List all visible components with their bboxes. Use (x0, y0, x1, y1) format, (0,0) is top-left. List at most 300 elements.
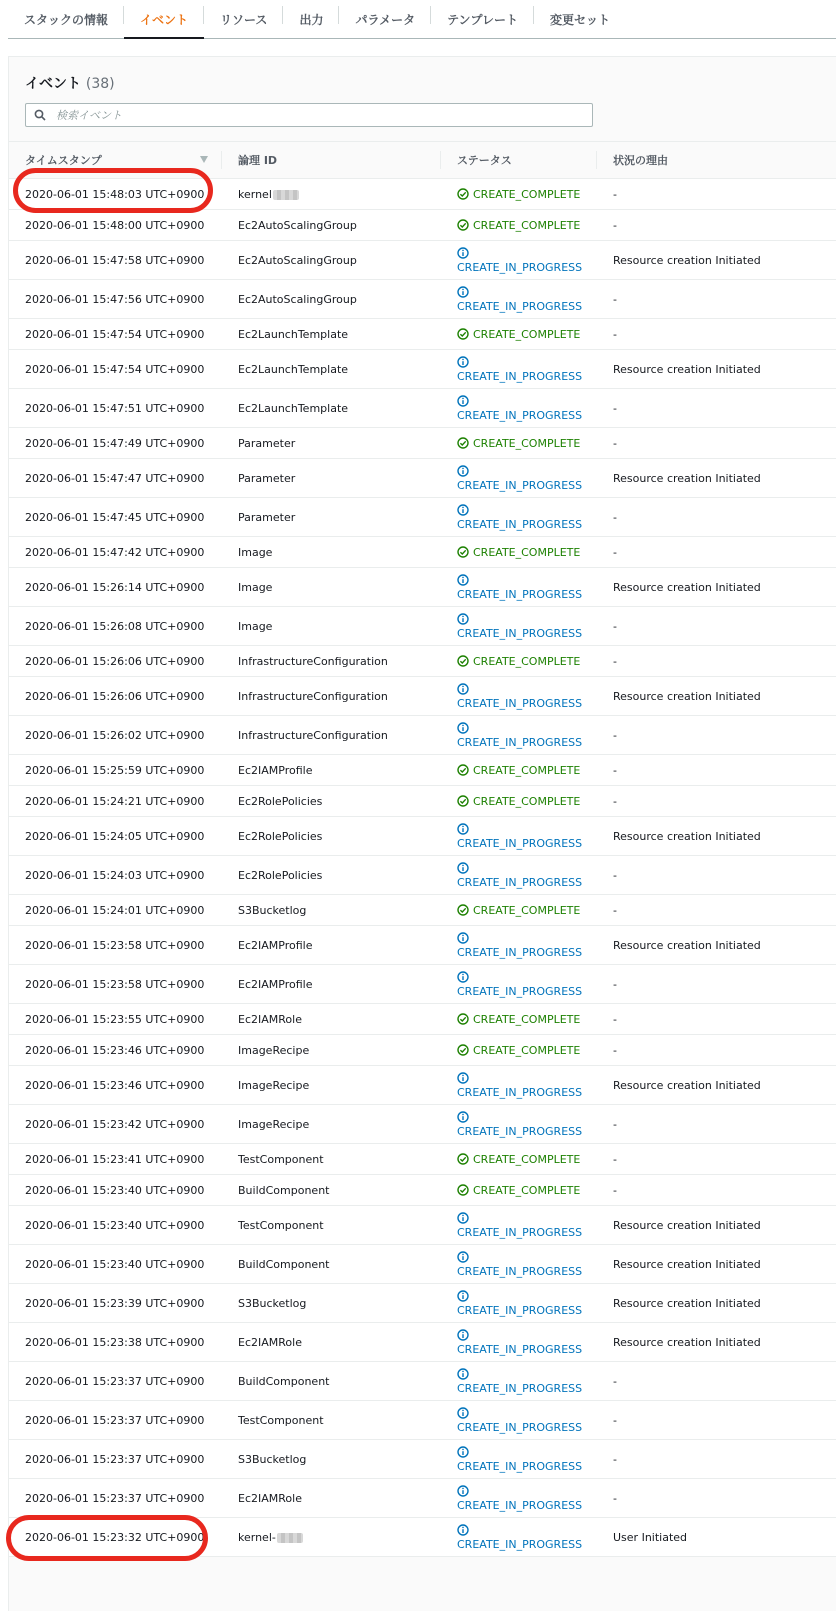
table-row (9, 1440, 836, 1479)
check-circle-icon (457, 546, 469, 558)
table-row (9, 716, 836, 755)
table-row (9, 1323, 836, 1362)
table-row (9, 965, 836, 1004)
logical-id-cell (222, 402, 441, 415)
logical-id-text: TestComponent (238, 1152, 324, 1166)
status-cell (457, 971, 597, 998)
status-text: CREATE_COMPLETE (473, 1152, 581, 1166)
info-circle-icon (457, 1446, 469, 1458)
reason-cell: - (613, 327, 617, 341)
timestamp-cell: 2020-06-01 15:48:00 UTC+0900 (25, 218, 205, 232)
search-input[interactable] (54, 108, 558, 123)
logical-id-text: Parameter (238, 436, 296, 450)
reason-cell: - (613, 292, 617, 306)
status-text: CREATE_IN_PROGRESS (457, 836, 583, 850)
status-column-cell (441, 219, 597, 232)
timestamp-cell: 2020-06-01 15:26:02 UTC+0900 (25, 728, 205, 742)
logical-id-text: Ec2RolePolicies (238, 794, 323, 808)
timestamp-cell: 2020-06-01 15:23:40 UTC+0900 (25, 1183, 205, 1197)
status-text: CREATE_IN_PROGRESS (457, 875, 583, 889)
timestamp-cell: 2020-06-01 15:26:08 UTC+0900 (25, 619, 205, 633)
logical-id-cell (222, 511, 441, 524)
table-row (9, 389, 836, 428)
logical-id-text: Ec2RolePolicies (238, 868, 323, 882)
status-column-cell (441, 504, 597, 531)
status-column-cell (441, 395, 597, 422)
status-text: CREATE_IN_PROGRESS (457, 984, 583, 998)
reason-cell: - (613, 1413, 617, 1427)
info-circle-icon (457, 1407, 469, 1419)
status-text: CREATE_IN_PROGRESS (457, 1342, 583, 1356)
table-row (9, 926, 836, 965)
reason-cell: Resource creation Initiated (613, 829, 761, 843)
tab-label: パラメータ (355, 12, 416, 27)
table-row (9, 280, 836, 319)
info-circle-icon (457, 247, 469, 259)
table-body (9, 179, 836, 1557)
logical-id-text: S3Bucketlog (238, 1296, 307, 1310)
reason-cell: - (613, 401, 617, 415)
timestamp-cell: 2020-06-01 15:23:38 UTC+0900 (25, 1335, 205, 1349)
logical-id-cell (222, 581, 441, 594)
logical-id-cell (222, 1118, 441, 1131)
reason-cell: - (613, 545, 617, 559)
status-cell (457, 465, 597, 492)
status-text: CREATE_IN_PROGRESS (457, 1303, 583, 1317)
logical-id-cell (222, 188, 441, 201)
event-count: (38) (85, 76, 115, 92)
status-column-cell (441, 1013, 597, 1026)
timestamp-cell: 2020-06-01 15:47:47 UTC+0900 (25, 471, 205, 485)
column-header-label: タイムスタンプ (25, 154, 102, 167)
check-circle-icon (457, 795, 469, 807)
info-circle-icon (457, 356, 469, 368)
status-column-cell (441, 1184, 597, 1197)
tab-2[interactable] (204, 0, 283, 38)
status-column-cell (441, 1153, 597, 1166)
status-cell (457, 1290, 597, 1317)
logical-id-text: Ec2AutoScalingGroup (238, 253, 357, 267)
sort-down-icon[interactable] (200, 156, 208, 163)
redacted-mask (277, 1533, 303, 1543)
check-circle-icon (457, 1044, 469, 1056)
status-cell (457, 1251, 597, 1278)
logical-id-text: BuildComponent (238, 1257, 330, 1271)
status-column-cell (441, 795, 597, 808)
info-circle-icon (457, 971, 469, 983)
status-cell (457, 1013, 597, 1026)
logical-id-cell (222, 328, 441, 341)
logical-id-text: Image (238, 580, 273, 594)
timestamp-cell: 2020-06-01 15:23:42 UTC+0900 (25, 1117, 205, 1131)
status-text: CREATE_IN_PROGRESS (457, 945, 583, 959)
logical-id-cell (222, 978, 441, 991)
status-text: CREATE_IN_PROGRESS (457, 1225, 583, 1239)
logical-id-text: Ec2IAMProfile (238, 977, 313, 991)
reason-cell: - (613, 728, 617, 742)
check-circle-icon (457, 219, 469, 231)
status-text: CREATE_COMPLETE (473, 218, 581, 232)
status-column-cell (441, 1407, 597, 1434)
table-row (9, 428, 836, 459)
table-row (9, 1245, 836, 1284)
info-circle-icon (457, 823, 469, 835)
reason-cell: - (613, 1452, 617, 1466)
reason-cell: - (613, 903, 617, 917)
logical-id-cell (222, 795, 441, 808)
logical-id-cell (222, 904, 441, 917)
timestamp-cell: 2020-06-01 15:47:51 UTC+0900 (25, 401, 205, 415)
status-column-cell (441, 1072, 597, 1099)
logical-id-text: Ec2IAMRole (238, 1335, 302, 1349)
status-column-cell (441, 1329, 597, 1356)
status-cell (457, 1329, 597, 1356)
timestamp-cell: 2020-06-01 15:47:54 UTC+0900 (25, 327, 205, 341)
timestamp-cell: 2020-06-01 15:47:58 UTC+0900 (25, 253, 205, 267)
status-cell (457, 764, 597, 777)
info-circle-icon (457, 1212, 469, 1224)
reason-cell: - (613, 794, 617, 808)
timestamp-cell: 2020-06-01 15:23:41 UTC+0900 (25, 1152, 205, 1166)
check-circle-icon (457, 1013, 469, 1025)
logical-id-text: kernel- (238, 1530, 276, 1544)
status-text: CREATE_COMPLETE (473, 436, 581, 450)
status-cell (457, 1368, 597, 1395)
reason-cell: - (613, 977, 617, 991)
status-column-cell (441, 328, 597, 341)
status-text: CREATE_IN_PROGRESS (457, 1381, 583, 1395)
status-text: CREATE_IN_PROGRESS (457, 626, 583, 640)
timestamp-cell: 2020-06-01 15:23:39 UTC+0900 (25, 1296, 205, 1310)
logical-id-cell (222, 690, 441, 703)
reason-cell: - (613, 1152, 617, 1166)
logical-id-text: kernel (238, 187, 272, 201)
reason-cell: - (613, 1117, 617, 1131)
info-circle-icon (457, 1072, 469, 1084)
status-cell (457, 1524, 597, 1551)
table-row (9, 1105, 836, 1144)
logical-id-text: Ec2IAMProfile (238, 938, 313, 952)
status-cell (457, 504, 597, 531)
status-cell (457, 722, 597, 749)
column-header-reason[interactable] (597, 142, 836, 178)
logical-id-cell (222, 764, 441, 777)
status-column-cell (441, 1485, 597, 1512)
search-box[interactable] (25, 103, 593, 127)
reason-cell: Resource creation Initiated (613, 938, 761, 952)
info-circle-icon (457, 613, 469, 625)
info-circle-icon (457, 1111, 469, 1123)
info-circle-icon (457, 465, 469, 477)
logical-id-text: Ec2IAMProfile (238, 763, 313, 777)
logical-id-text: ImageRecipe (238, 1078, 310, 1092)
status-column-cell (441, 862, 597, 889)
info-circle-icon (457, 1368, 469, 1380)
logical-id-cell (222, 620, 441, 633)
logical-id-cell (222, 1375, 441, 1388)
table-row (9, 568, 836, 607)
timestamp-cell: 2020-06-01 15:26:14 UTC+0900 (25, 580, 205, 594)
status-cell (457, 823, 597, 850)
timestamp-cell: 2020-06-01 15:24:05 UTC+0900 (25, 829, 205, 843)
tab-5[interactable] (431, 0, 534, 38)
check-circle-icon (457, 328, 469, 340)
table-row (9, 459, 836, 498)
status-column-cell (441, 1524, 597, 1551)
status-cell (457, 437, 597, 450)
table-row (9, 210, 836, 241)
table-row (9, 537, 836, 568)
logical-id-text: Ec2IAMRole (238, 1012, 302, 1026)
logical-id-cell (222, 830, 441, 843)
status-cell (457, 188, 597, 201)
table-row (9, 1004, 836, 1035)
logical-id-cell (222, 1414, 441, 1427)
logical-id-text: Image (238, 619, 273, 633)
table-row (9, 241, 836, 280)
reason-cell: Resource creation Initiated (613, 1257, 761, 1271)
logical-id-cell (222, 1079, 441, 1092)
status-column-cell (441, 1290, 597, 1317)
table-row (9, 1401, 836, 1440)
status-cell (457, 1212, 597, 1239)
page-title (25, 73, 115, 93)
timestamp-cell: 2020-06-01 15:23:46 UTC+0900 (25, 1078, 205, 1092)
logical-id-text: Ec2RolePolicies (238, 829, 323, 843)
status-text: CREATE_IN_PROGRESS (457, 696, 583, 710)
info-circle-icon (457, 286, 469, 298)
status-cell (457, 613, 597, 640)
status-text: CREATE_IN_PROGRESS (457, 478, 583, 492)
info-circle-icon (457, 1524, 469, 1536)
timestamp-cell: 2020-06-01 15:23:37 UTC+0900 (25, 1374, 205, 1388)
logical-id-text: Ec2AutoScalingGroup (238, 218, 357, 232)
status-column-cell (441, 356, 597, 383)
status-text: CREATE_COMPLETE (473, 654, 581, 668)
highlight-circle-bottom (6, 1515, 208, 1561)
logical-id-cell (222, 1044, 441, 1057)
timestamp-cell: 2020-06-01 15:47:42 UTC+0900 (25, 545, 205, 559)
status-text: CREATE_COMPLETE (473, 903, 581, 917)
status-column-cell (441, 247, 597, 274)
column-header-logical-id[interactable] (222, 142, 441, 178)
reason-cell: - (613, 654, 617, 668)
logical-id-text: TestComponent (238, 1218, 324, 1232)
status-cell (457, 862, 597, 889)
timestamp-cell: 2020-06-01 15:25:59 UTC+0900 (25, 763, 205, 777)
reason-cell: - (613, 1183, 617, 1197)
logical-id-cell (222, 729, 441, 742)
reason-cell: Resource creation Initiated (613, 689, 761, 703)
status-text: CREATE_IN_PROGRESS (457, 1459, 583, 1473)
logical-id-text: Ec2LaunchTemplate (238, 362, 349, 376)
info-circle-icon (457, 1485, 469, 1497)
logical-id-text: Ec2LaunchTemplate (238, 401, 349, 415)
timestamp-cell: 2020-06-01 15:47:49 UTC+0900 (25, 436, 205, 450)
status-text: CREATE_COMPLETE (473, 1183, 581, 1197)
logical-id-cell (222, 869, 441, 882)
reason-cell: Resource creation Initiated (613, 580, 761, 594)
logical-id-cell (222, 254, 441, 267)
tab-label: テンプレート (447, 12, 519, 27)
status-column-cell (441, 904, 597, 917)
logical-id-text: BuildComponent (238, 1374, 330, 1388)
status-column-cell (441, 764, 597, 777)
reason-cell: - (613, 868, 617, 882)
logical-id-cell (222, 1492, 441, 1505)
logical-id-cell (222, 1219, 441, 1232)
events-table (9, 141, 836, 1557)
status-column-cell (441, 1446, 597, 1473)
events-panel (8, 56, 836, 1611)
table-row (9, 1035, 836, 1066)
timestamp-cell: 2020-06-01 15:23:58 UTC+0900 (25, 977, 205, 991)
logical-id-text: InfrastructureConfiguration (238, 728, 388, 742)
status-text: CREATE_COMPLETE (473, 327, 581, 341)
status-column-cell (441, 437, 597, 450)
timestamp-cell: 2020-06-01 15:24:01 UTC+0900 (25, 903, 205, 917)
logical-id-text: InfrastructureConfiguration (238, 689, 388, 703)
reason-cell: Resource creation Initiated (613, 253, 761, 267)
status-cell (457, 356, 597, 383)
status-cell (457, 795, 597, 808)
table-row (9, 1284, 836, 1323)
logical-id-cell (222, 1453, 441, 1466)
logical-id-cell (222, 293, 441, 306)
logical-id-cell (222, 1184, 441, 1197)
status-text: CREATE_COMPLETE (473, 187, 581, 201)
status-text: CREATE_IN_PROGRESS (457, 1498, 583, 1512)
logical-id-text: Ec2IAMRole (238, 1491, 302, 1505)
reason-cell: - (613, 510, 617, 524)
column-header-label: 状況の理由 (613, 154, 668, 167)
column-header-label: 論理 ID (238, 154, 278, 167)
tab-3[interactable] (283, 0, 339, 38)
status-cell (457, 1446, 597, 1473)
redacted-mask (273, 190, 299, 200)
check-circle-icon (457, 764, 469, 776)
status-text: CREATE_IN_PROGRESS (457, 517, 583, 531)
check-circle-icon (457, 655, 469, 667)
status-cell (457, 1485, 597, 1512)
info-circle-icon (457, 722, 469, 734)
reason-cell: Resource creation Initiated (613, 362, 761, 376)
status-column-cell (441, 655, 597, 668)
status-cell (457, 1407, 597, 1434)
panel-title-label: イベント (25, 76, 81, 92)
status-text: CREATE_IN_PROGRESS (457, 1085, 583, 1099)
logical-id-cell (222, 437, 441, 450)
logical-id-text: ImageRecipe (238, 1117, 310, 1131)
tab-label: スタックの情報 (24, 12, 109, 27)
status-cell (457, 1044, 597, 1057)
status-column-cell (441, 1044, 597, 1057)
column-header-status[interactable] (441, 142, 597, 178)
tab-0[interactable] (8, 0, 124, 38)
logical-id-text: ImageRecipe (238, 1043, 310, 1057)
logical-id-text: Ec2LaunchTemplate (238, 327, 349, 341)
table-row (9, 1175, 836, 1206)
status-column-cell (441, 971, 597, 998)
status-text: CREATE_IN_PROGRESS (457, 260, 583, 274)
info-circle-icon (457, 683, 469, 695)
status-column-cell (441, 1251, 597, 1278)
info-circle-icon (457, 1329, 469, 1341)
status-text: CREATE_IN_PROGRESS (457, 1420, 583, 1434)
timestamp-cell: 2020-06-01 15:26:06 UTC+0900 (25, 654, 205, 668)
info-circle-icon (457, 1290, 469, 1302)
table-row (9, 1144, 836, 1175)
timestamp-cell: 2020-06-01 15:23:40 UTC+0900 (25, 1218, 205, 1232)
reason-cell: Resource creation Initiated (613, 1078, 761, 1092)
status-cell (457, 1153, 597, 1166)
logical-id-text: S3Bucketlog (238, 1452, 307, 1466)
status-column-cell (441, 546, 597, 559)
timestamp-cell: 2020-06-01 15:24:21 UTC+0900 (25, 794, 205, 808)
table-row (9, 817, 836, 856)
table-row (9, 786, 836, 817)
status-text: CREATE_COMPLETE (473, 763, 581, 777)
tab-4[interactable] (339, 0, 431, 38)
reason-cell: - (613, 763, 617, 777)
search-icon (34, 109, 46, 121)
timestamp-cell: 2020-06-01 15:23:37 UTC+0900 (25, 1413, 205, 1427)
timestamp-cell: 2020-06-01 15:23:46 UTC+0900 (25, 1043, 205, 1057)
status-text: CREATE_IN_PROGRESS (457, 587, 583, 601)
reason-cell: - (613, 187, 617, 201)
status-text: CREATE_IN_PROGRESS (457, 1537, 583, 1551)
info-circle-icon (457, 504, 469, 516)
reason-cell: - (613, 1043, 617, 1057)
tab-6[interactable] (534, 0, 626, 38)
table-row (9, 895, 836, 926)
status-text: CREATE_COMPLETE (473, 545, 581, 559)
status-column-cell (441, 683, 597, 710)
table-row (9, 1479, 836, 1518)
status-cell (457, 655, 597, 668)
status-column-cell (441, 613, 597, 640)
status-column-cell (441, 1111, 597, 1138)
logical-id-text: Parameter (238, 510, 296, 524)
table-row (9, 755, 836, 786)
tab-1[interactable] (124, 0, 204, 38)
table-row (9, 607, 836, 646)
status-cell (457, 328, 597, 341)
table-row (9, 677, 836, 716)
status-text: CREATE_IN_PROGRESS (457, 1264, 583, 1278)
check-circle-icon (457, 904, 469, 916)
status-text: CREATE_COMPLETE (473, 1012, 581, 1026)
tab-label: 変更セット (550, 12, 611, 27)
status-cell (457, 546, 597, 559)
timestamp-cell: 2020-06-01 15:23:32 UTC+0900 (25, 1530, 205, 1544)
status-column-cell (441, 1212, 597, 1239)
timestamp-cell: 2020-06-01 15:47:45 UTC+0900 (25, 510, 205, 524)
status-column-cell (441, 722, 597, 749)
table-row (9, 1066, 836, 1105)
info-circle-icon (457, 932, 469, 944)
logical-id-text: InfrastructureConfiguration (238, 654, 388, 668)
check-circle-icon (457, 1153, 469, 1165)
status-text: CREATE_COMPLETE (473, 794, 581, 808)
status-cell (457, 1111, 597, 1138)
tab-label: 出力 (299, 12, 324, 27)
reason-cell: User Initiated (613, 1530, 688, 1544)
status-column-cell (441, 465, 597, 492)
timestamp-cell: 2020-06-01 15:47:54 UTC+0900 (25, 362, 205, 376)
table-row (9, 856, 836, 895)
timestamp-cell: 2020-06-01 15:23:55 UTC+0900 (25, 1012, 205, 1026)
